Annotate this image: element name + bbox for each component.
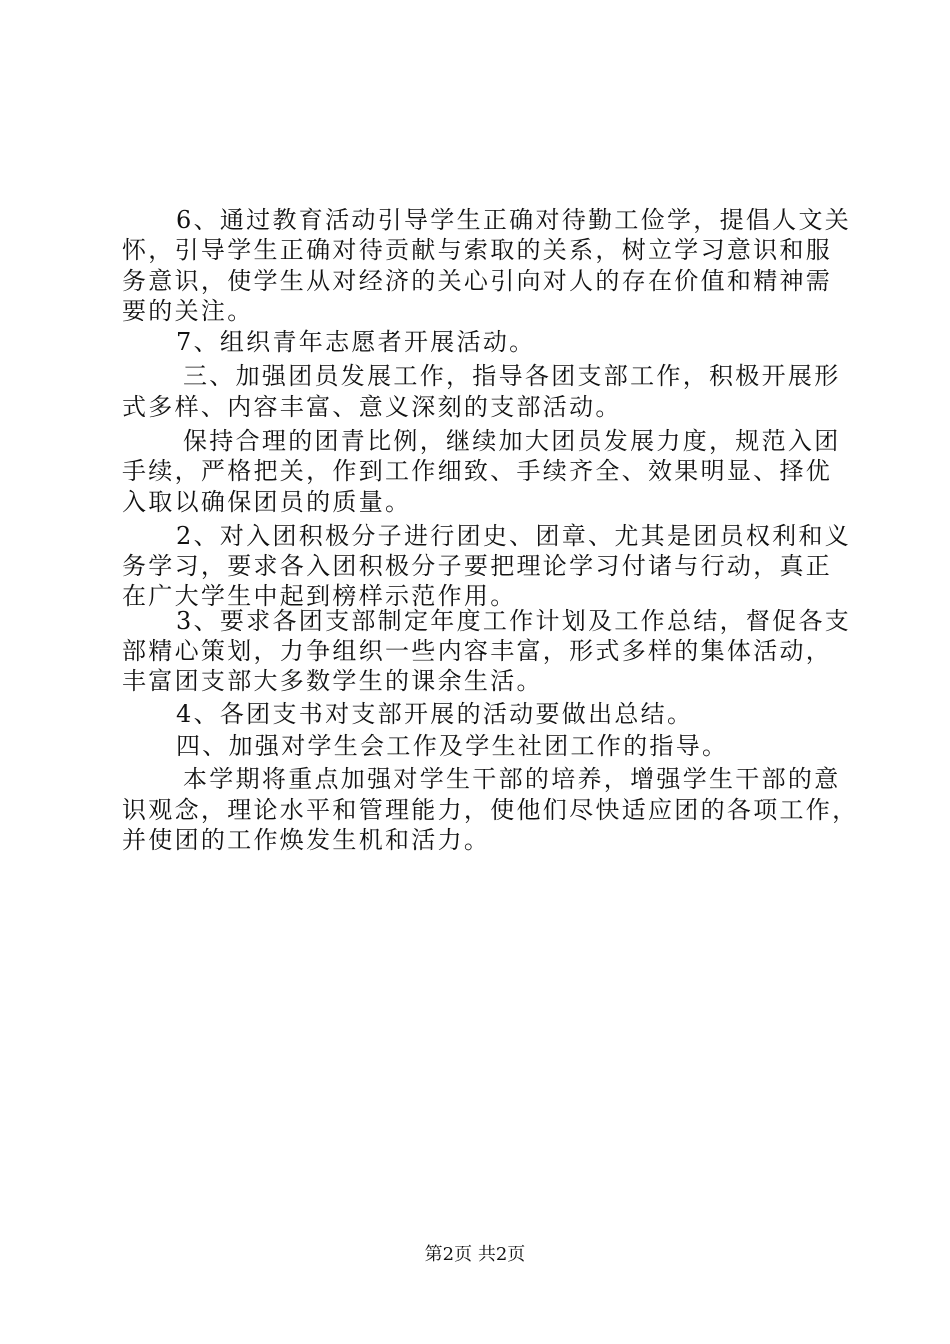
text-line: 识观念，理论水平和管理能力，使他们尽快适应团的各项工作， (122, 796, 859, 824)
page-number-footer: 第2页 共2页 (424, 1244, 526, 1265)
text-line: 怀，引导学生正确对待贡献与索取的关系，树立学习意识和服 (122, 236, 833, 264)
text-line: 四、加强对学生会工作及学生社团工作的指导。 (176, 732, 729, 760)
text-line: 入取以确保团员的质量。 (122, 488, 412, 516)
text-line: 2、对入团积极分子进行团史、团章、尤其是团员权利和义 (176, 522, 852, 550)
text-line: 6、通过教育活动引导学生正确对待勤工俭学，提倡人文关 (176, 206, 852, 234)
text-line: 要的关注。 (122, 297, 254, 325)
text-line: 本学期将重点加强对学生干部的培养，增强学生干部的意 (183, 765, 841, 793)
text-line: 部精心策划，力争组织一些内容丰富，形式多样的集体活动， (122, 637, 833, 665)
text-line: 3、要求各团支部制定年度工作计划及工作总结，督促各支 (176, 607, 852, 635)
text-line: 保持合理的团青比例，继续加大团员发展力度，规范入团 (183, 427, 841, 455)
text-line: 4、各团支书对支部开展的活动要做出总结。 (176, 700, 694, 728)
text-line: 三、加强团员发展工作，指导各团支部工作，积极开展形 (183, 362, 841, 390)
text-line: 丰富团支部大多数学生的课余生活。 (122, 667, 543, 695)
text-line: 式多样、内容丰富、意义深刻的支部活动。 (122, 393, 622, 421)
text-line: 并使团的工作焕发生机和活力。 (122, 826, 491, 854)
text-line: 手续，严格把关，作到工作细致、手续齐全、效果明显、择优 (122, 457, 833, 485)
text-line: 在广大学生中起到榜样示范作用。 (122, 582, 517, 610)
text-line: 务意识，使学生从对经济的关心引向对人的存在价值和精神需 (122, 267, 833, 295)
text-line: 务学习，要求各入团积极分子要把理论学习付诸与行动，真正 (122, 552, 833, 580)
text-line: 7、组织青年志愿者开展活动。 (176, 328, 536, 356)
